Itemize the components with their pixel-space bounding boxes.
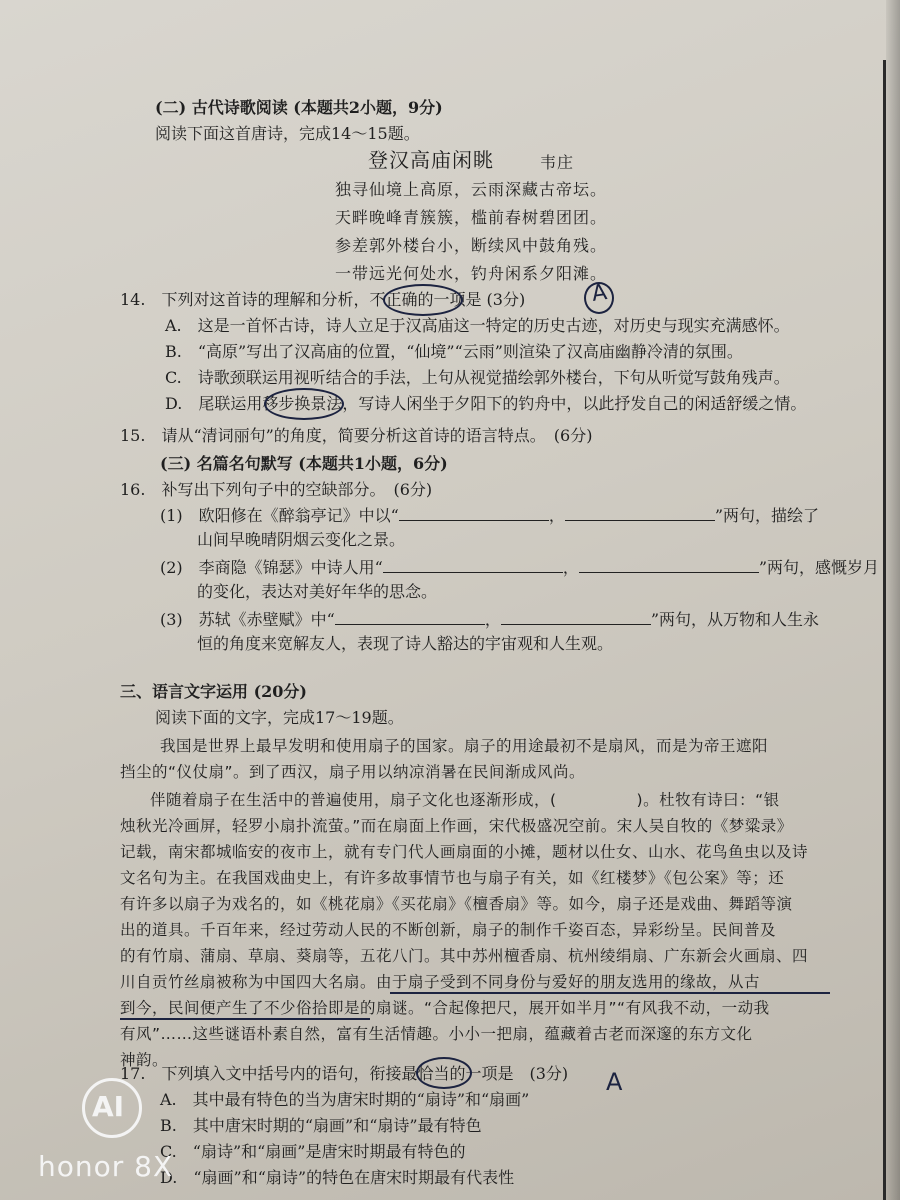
passage-line: 有许多以扇子为戏名的，如《桃花扇》《买花扇》《檀香扇》等。如今，扇子还是戏曲、舞蹈等演: [120, 895, 793, 913]
answer-blank[interactable]: [501, 608, 651, 625]
poem-line: 独寻仙境上高原，云雨深藏古帝坛。: [335, 180, 608, 199]
handwritten-circle: [264, 388, 344, 420]
answer-blank[interactable]: [383, 556, 563, 573]
answer-blank[interactable]: [399, 504, 549, 521]
passage-line: 到今，民间便产生了不少俗拾即是的扇谜。“合起像把尺，展开如半月”“有风我不动，一动我: [120, 999, 770, 1017]
q16-item3: [160, 608, 819, 630]
q14-option-c: C. 诗歌颈联运用视听结合的手法，上句从视觉描绘郭外楼台，下句从听觉写鼓角残声。: [165, 368, 790, 387]
q16-item2-post: ”两句，感慨岁月: [758, 558, 880, 577]
q17-option-c: C. “扇诗”和“扇画”是唐宋时期最有特色的: [160, 1142, 466, 1161]
q14-answer-mark: A: [590, 280, 609, 307]
q17-option-b: B. 其中唐宋时期的“扇画”和“扇诗”最有特色: [160, 1116, 482, 1135]
q16-item1: [160, 504, 819, 526]
passage-line: 挡尘的“仪仗扇”。到了西汉，扇子用以纳凉消暑在民间渐成风尚。: [120, 763, 586, 781]
answer-blank[interactable]: [579, 556, 759, 573]
q16-item1-pre: (1) 欧阳修在《醉翁亭记》中以“: [160, 506, 399, 525]
poem-line: 天畔晚峰青簇簇，槛前春树碧团团。: [335, 208, 608, 227]
section3-heading: (三) 名篇名句默写 (本题共1小题，6分): [160, 454, 448, 473]
q16-item3-post: ”两句，从万物和人生永: [650, 610, 820, 629]
camera-ai-label: AI: [92, 1090, 125, 1123]
answer-blank[interactable]: [565, 504, 715, 521]
poem-line: 一带远光何处水，钓舟闲系夕阳滩。: [335, 264, 608, 283]
passage-line: 文名句为主。在我国戏曲史上，有许多故事情节也与扇子有关，如《红楼梦》《包公案》等；还: [120, 869, 785, 887]
section2-instruction: 阅读下面这首唐诗，完成14～15题。: [155, 124, 420, 143]
q17-option-a: A. 其中最有特色的当为唐宋时期的“扇诗”和“扇画”: [160, 1090, 530, 1109]
q16-item1-post: ”两句，描绘了: [714, 506, 820, 525]
page-right-border: [883, 60, 886, 1200]
passage-line: 烛秋光冷画屏，轻罗小扇扑流萤。”而在扇面上作画，宋代极盛况空前。宋人吴自牧的《梦粱录》: [120, 817, 793, 835]
q16-item3-line2: 恒的角度来宽解友人，表现了诗人豁达的宇宙观和人生观。: [197, 634, 614, 653]
q14-stem: 14. 下列对这首诗的理解和分析，不正确的一项是 (3分): [120, 290, 526, 309]
passage-line: 我国是世界上最早发明和使用扇子的国家。扇子的用途最初不是扇风，而是为帝王遮阳: [160, 737, 769, 755]
answer-blank[interactable]: [335, 608, 485, 625]
q14-option-d: D. 尾联运用移步换景法，写诗人闲坐于夕阳下的钓舟中，以此抒发自己的闲适舒缓之情。: [165, 394, 807, 413]
part3-heading: 三、语言文字运用 (20分): [120, 682, 307, 701]
section2-heading: (二) 古代诗歌阅读 (本题共2小题，9分): [155, 98, 443, 117]
comma: ，: [548, 506, 565, 525]
comma: ，: [562, 558, 579, 577]
q17-stem: 17. 下列填入文中括号内的语句，衔接最恰当的一项是 (3分): [120, 1064, 569, 1083]
q16-item3-pre: (3) 苏轼《赤壁赋》中“: [160, 610, 335, 629]
handwritten-circle: [584, 282, 614, 314]
passage-line: 记载，南宋都城临安的夜市上，就有专门代人画扇面的小摊，题材以仕女、山水、花鸟鱼虫以及诗: [120, 843, 809, 861]
page-edge-shadow: [886, 0, 900, 1200]
passage-line: 的有竹扇、蒲扇、草扇、葵扇等，五花八门。其中苏州檀香扇、杭州绫绢扇、广东新会火画扇、四: [120, 947, 809, 965]
q16-item2: [160, 556, 879, 578]
handwritten-circle: [383, 284, 463, 316]
q16-item2-pre: (2) 李商隐《锦瑟》中诗人用“: [160, 558, 383, 577]
q14-option-a: A. 这是一首怀古诗，诗人立足于汉高庙这一特定的历史古迹，对历史与现实充满感怀。: [165, 316, 790, 335]
poem-author: 韦庄: [540, 153, 575, 172]
q16-stem: 16. 补写出下列句子中的空缺部分。 (6分): [120, 480, 433, 499]
handwritten-circle: [416, 1057, 472, 1089]
comma: ，: [484, 610, 501, 629]
part3-instruction: 阅读下面的文字，完成17～19题。: [155, 708, 404, 727]
passage-line: 有风”……这些谜语朴素自然，富有生活情趣。小小一把扇，蕴藏着古老而深邃的东方文化: [120, 1025, 753, 1043]
camera-brand: honor 8X: [38, 1150, 174, 1183]
passage-line: 神韵。: [120, 1051, 169, 1069]
passage-line: 伴随着扇子在生活中的普遍使用，扇子文化也逐渐形成，( )。杜牧有诗曰：“银: [150, 791, 780, 809]
q17-option-d: D. “扇画”和“扇诗”的特色在唐宋时期最有代表性: [160, 1168, 515, 1187]
q15-stem: 15. 请从“清词丽句”的角度，简要分析这首诗的语言特点。 (6分): [120, 426, 593, 445]
poem-title: 登汉高庙闲眺: [368, 148, 494, 172]
q14-option-b: B. “高原”写出了汉高庙的位置，“仙境”“云雨”则渲染了汉高庙幽静冷清的氛围。: [165, 342, 743, 361]
handwritten-underline: [120, 1018, 370, 1020]
q16-item1-line2: 山间早晚晴阴烟云变化之景。: [197, 530, 406, 549]
q16-item2-line2: 的变化，表达对美好年华的思念。: [197, 582, 438, 601]
poem-line: 参差郭外楼台小，断续风中鼓角残。: [335, 236, 608, 255]
handwritten-underline: [390, 992, 830, 994]
passage-line: 川自贡竹丝扇被称为中国四大名扇。由于扇子受到不同身份与爱好的朋友选用的缘故，从古: [120, 973, 761, 991]
passage-line: 出的道具。千百年来，经过劳动人民的不断创新，扇子的制作千姿百态，异彩纷呈。民间普及: [120, 921, 777, 939]
q17-answer-mark: A: [606, 1068, 623, 1096]
